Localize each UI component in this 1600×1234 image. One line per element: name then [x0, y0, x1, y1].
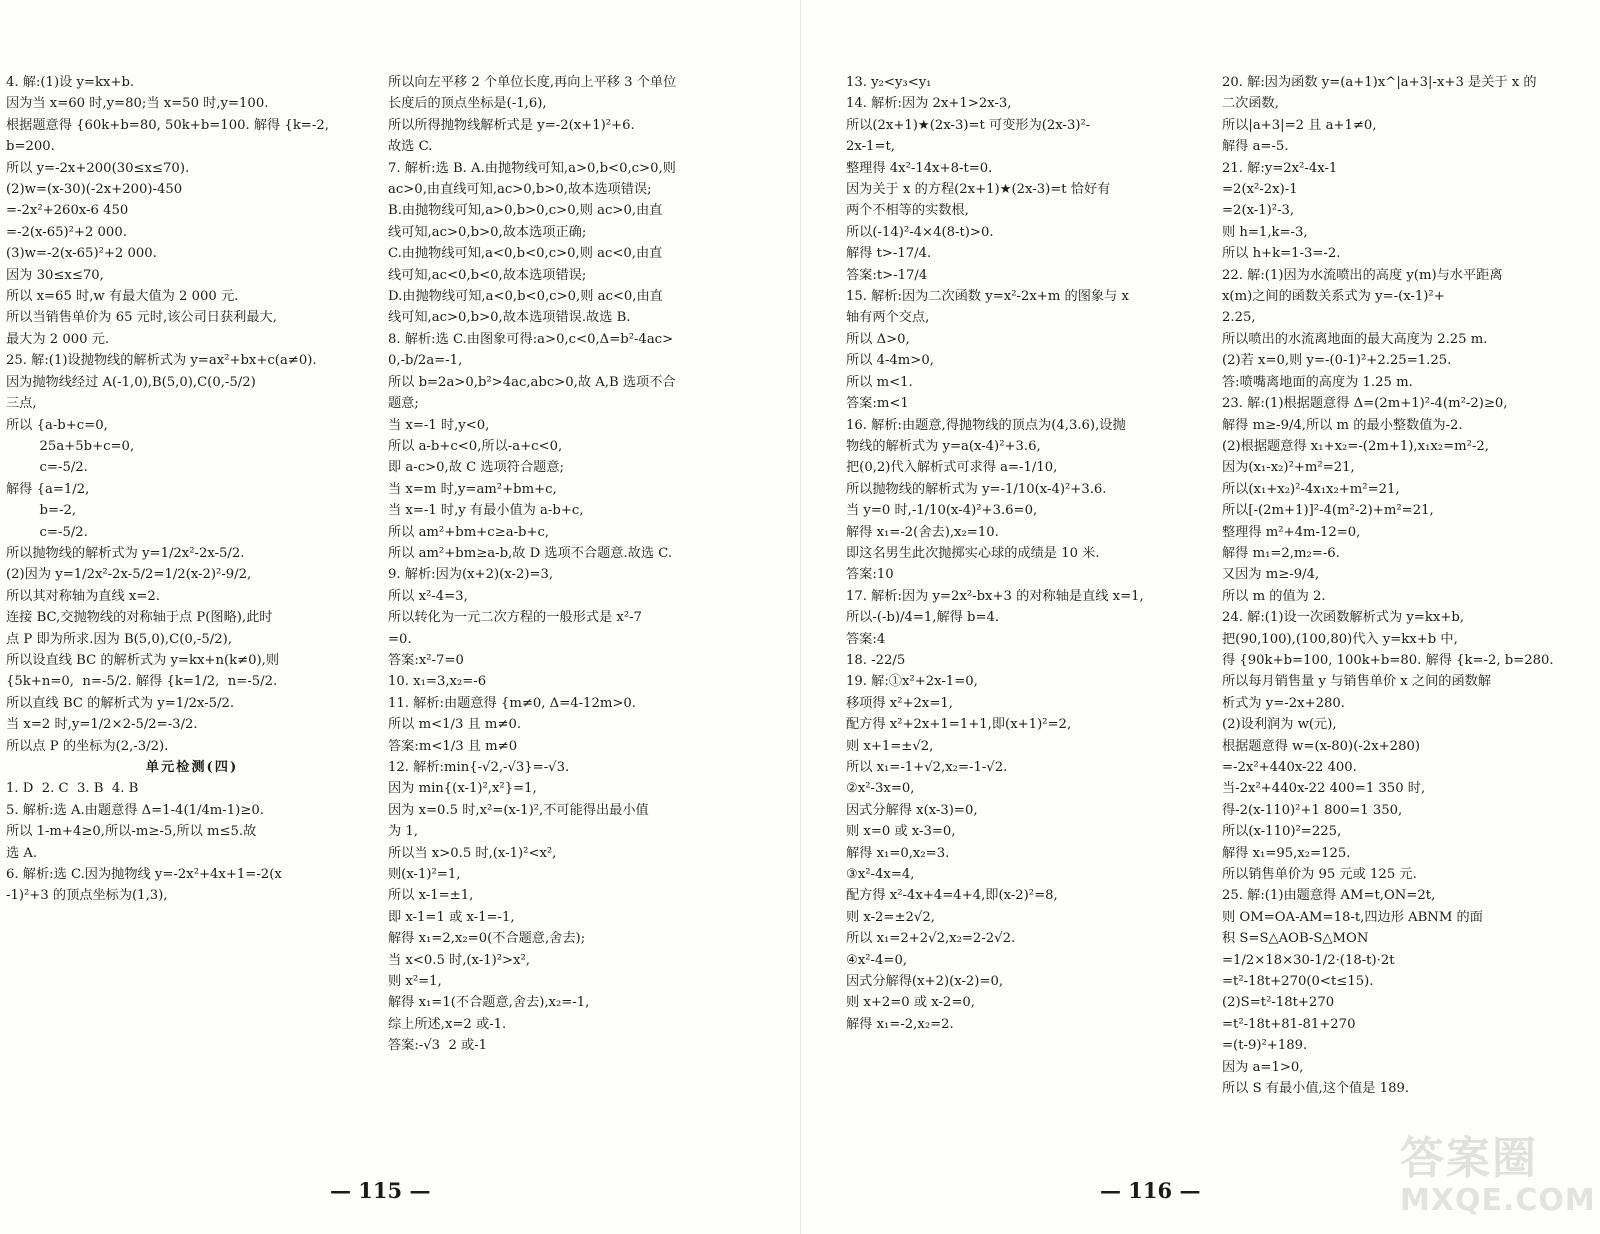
answer-line: 则(x-1)²=1,: [388, 867, 461, 883]
answer-line: 整理得 4x²-14x+8-t=0.: [846, 160, 993, 176]
answer-line: 所以[-(2m+1)]²-4(m²-2)+m²=21,: [1222, 503, 1434, 519]
answer-line: 17. 解析:因为 y=2x²-bx+3 的对称轴是直线 x=1,: [846, 588, 1144, 604]
answer-line: =1/2×18×30-1/2·(18-t)·2t: [1222, 952, 1395, 968]
answer-line: 21. 解:y=2x²-4x-1: [1222, 160, 1338, 176]
answer-line: 所以 x=65 时,w 有最大值为 2 000 元.: [6, 289, 239, 305]
answer-line: 所以每月销售量 y 与销售单价 x 之间的函数解: [1222, 674, 1492, 690]
answer-line: 题意;: [388, 396, 419, 412]
answer-line: 因为 min{(x-1)²,x²}=1,: [388, 781, 537, 797]
watermark-logo: 答案圈: [1400, 1133, 1538, 1184]
answer-line: =2(x²-2x)-1: [1222, 182, 1298, 198]
answer-line: 所以销售单价为 95 元或 125 元.: [1222, 867, 1417, 883]
answer-line: 当 x<0.5 时,(x-1)²>x²,: [388, 952, 531, 968]
answer-line: 解得 x₁=0,x₂=3.: [846, 845, 950, 861]
answer-line: 得 {90k+b=100, 100k+b=80. 解得 {k=-2, b=280.: [1222, 652, 1554, 668]
answer-line: 所以 Δ>0,: [846, 331, 910, 347]
answer-line: 所以转化为一元二次方程的一般形式是 x²-7: [388, 610, 642, 626]
answer-line: 轴有两个交点,: [846, 310, 930, 326]
answer-line: 线可知,ac<0,b<0,故本选项错误;: [388, 267, 587, 283]
answer-line: 当-2x²+440x-22 400=1 350 时,: [1222, 781, 1426, 797]
answer-line: (2)因为 y=1/2x²-2x-5/2=1/2(x-2)²-9/2,: [6, 567, 252, 583]
answer-line: 根据题意得 {60k+b=80, 50k+b=100. 解得 {k=-2, b=200.: [6, 117, 334, 155]
page-number-right: — 116 —: [1100, 1178, 1201, 1203]
answer-line: 则 x-2=±2√2,: [846, 909, 935, 925]
answer-line: 线可知,ac>0,b>0,故本选项正确;: [388, 224, 587, 240]
answer-line: =t²-18t+81-81+270: [1222, 1016, 1356, 1032]
answer-line: 所以-(-b)/4=1,解得 b=4.: [846, 610, 1000, 626]
answer-line: 为 1,: [388, 824, 418, 840]
answer-line: 当 x=-1 时,y<0,: [388, 417, 490, 433]
answer-line: 因为 a=1>0,: [1222, 1059, 1304, 1075]
answer-line: 4. 解:(1)设 y=kx+b.: [6, 75, 135, 90]
answer-line: 把(90,100),(100,80)代入 y=kx+b 中,: [1222, 631, 1458, 647]
answer-line: 所以向左平移 2 个单位长度,再向上平移 3 个单位: [388, 75, 677, 90]
answer-line: (2)根据题意得 x₁+x₂=-(2m+1),x₁x₂=m²-2,: [1222, 438, 1489, 454]
answer-line: (2)w=(x-30)(-2x+200)-450: [6, 182, 183, 198]
answer-line: 因为当 x=60 时,y=80;当 x=50 时,y=100.: [6, 96, 269, 112]
answer-line: ③x²-4x=4,: [846, 867, 915, 883]
answer-line: 因为 x=0.5 时,x²=(x-1)²,不可能得出最小值: [388, 802, 649, 818]
answer-line: 整理得 m²+4m-12=0,: [1222, 524, 1361, 540]
answer-line: 所以 m<1.: [846, 374, 913, 390]
answer-line: 即 a-c>0,故 C 选项符合题意;: [388, 460, 564, 476]
answer-line: 线可知,ac>0,b>0,故本选项错误.故选 B.: [388, 310, 631, 326]
answer-line: 2x-1=t,: [846, 139, 895, 155]
answer-line: 答案:t>-17/4: [846, 267, 928, 283]
answer-line: 19. 解:①x²+2x-1=0,: [846, 674, 978, 690]
answer-line: 所以 m<1/3 且 m≠0.: [388, 717, 522, 733]
watermark-url: MXQE.COM: [1400, 1183, 1596, 1218]
answer-line: 解得 m₁=2,m₂=-6.: [1222, 545, 1340, 561]
answer-line: 6. 解析:选 C.因为抛物线 y=-2x²+4x+1=-2(x: [6, 867, 282, 883]
answer-line: 5. 解析:选 A.由题意得 Δ=1-4(1/4m-1)≥0.: [6, 802, 264, 818]
answer-line: 析式为 y=-2x+280.: [1222, 695, 1345, 711]
answer-line: ④x²-4=0,: [846, 952, 908, 968]
answer-line: 当 y=0 时,-1/10(x-4)²+3.6=0,: [846, 503, 1038, 519]
answer-line: 解得 m≥-9/4,所以 m 的最小整数值为-2.: [1222, 417, 1463, 433]
answer-line: 当 x=-1 时,y 有最小值为 a-b+c,: [388, 503, 584, 519]
answer-line: 14. 解析:因为 2x+1>2x-3,: [846, 96, 1012, 112]
answer-line: 三点,: [6, 396, 37, 412]
answer-line: 所以 1-m+4≥0,所以-m≥-5,所以 m≤5.故: [6, 824, 257, 840]
answer-line: 又因为 m≥-9/4,: [1222, 567, 1320, 583]
answer-line: 所以 S 有最小值,这个值是 189.: [1222, 1081, 1410, 1097]
answer-line: 答案:x²-7=0: [388, 652, 464, 668]
answer-line: 20. 解:因为函数 y=(a+1)x^|a+3|-x+3 是关于 x 的: [1222, 75, 1537, 90]
answer-line: 则 x²=1,: [388, 974, 442, 990]
answer-line: 配方得 x²+2x+1=1+1,即(x+1)²=2,: [846, 717, 1072, 733]
answer-line: 最大为 2 000 元.: [6, 331, 110, 347]
answer-column-2: [388, 72, 760, 1057]
answer-line: =t²-18t+270(0<t≤15).: [1222, 974, 1374, 990]
answer-line: 所以 {a-b+c=0,: [6, 417, 108, 433]
answer-line: 答案:10: [846, 567, 894, 583]
answer-line: 连接 BC,交抛物线的对称轴于点 P(图略),此时: [6, 610, 273, 626]
answer-line: 所以|a+3|=2 且 a+1≠0,: [1222, 117, 1377, 133]
answer-line: 11. 解析:由题意得 {m≠0, Δ=4-12m>0.: [388, 695, 636, 711]
answer-line: 解得 x₁=1(不合题意,舍去),x₂=-1,: [388, 995, 590, 1011]
answer-line: 即 x-1=1 或 x-1=-1,: [388, 909, 515, 925]
answer-line: C.由抛物线可知,a<0,b<0,c>0,则 ac<0,由直: [388, 246, 663, 262]
answer-line: 10. x₁=3,x₂=-6: [388, 674, 487, 690]
page-number-left: — 115 —: [330, 1178, 431, 1203]
answer-line: 因式分解得 x(x-3)=0,: [846, 802, 978, 818]
answer-line: 移项得 x²+2x=1,: [846, 695, 953, 711]
answer-line: =-2x²+260x-6 450: [6, 203, 129, 219]
answer-line: 所以抛物线的解析式为 y=-1/10(x-4)²+3.6.: [846, 481, 1107, 497]
answer-line: 故选 C.: [388, 139, 433, 155]
answer-line: 所以其对称轴为直线 x=2.: [6, 588, 160, 604]
answer-line: (2)S=t²-18t+270: [1222, 995, 1335, 1011]
answer-line: 解得 x₁=-2,x₂=2.: [846, 1016, 954, 1032]
answer-line: 所以 h+k=1-3=-2.: [1222, 246, 1341, 262]
answer-line: (2)若 x=0,则 y=-(0-1)²+2.25=1.25.: [1222, 353, 1452, 369]
answer-line: 答案:4: [846, 631, 886, 647]
answer-line: 所以 am²+bm≥a-b,故 D 选项不合题意.故选 C.: [388, 545, 673, 561]
answer-line: 因式分解得(x+2)(x-2)=0,: [846, 974, 1004, 990]
answer-line: c=-5/2.: [6, 524, 88, 540]
answer-line: 0,-b/2a=-1,: [388, 353, 463, 369]
answer-line: 25. 解:(1)由题意得 AM=t,ON=2t,: [1222, 888, 1436, 904]
answer-line: 所以所得抛物线解析式是 y=-2(x+1)²+6.: [388, 117, 635, 133]
answer-line: 1. D 2. C 3. B 4. B: [6, 781, 139, 797]
answer-line: B.由抛物线可知,a>0,b>0,c>0,则 ac>0,由直: [388, 203, 663, 219]
answer-line: 则 x+1=±√2,: [846, 738, 934, 754]
answer-line: 当 x=2 时,y=1/2×2-5/2=-3/2.: [6, 717, 198, 733]
answer-line: 得-2(x-110)²+1 800=1 350,: [1222, 802, 1403, 818]
answer-line: 则 x=0 或 x-3=0,: [846, 824, 956, 840]
answer-line: D.由抛物线可知,a<0,b<0,c>0,则 ac<0,由直: [388, 289, 663, 305]
answer-line: 13. y₂<y₃<y₁: [846, 75, 932, 90]
answer-line: 解得 t>-17/4.: [846, 246, 932, 262]
answer-line: 16. 解析:由题意,得抛物线的顶点为(4,3.6),设抛: [846, 417, 1126, 433]
answer-line: 即这名男生此次抛掷实心球的成绩是 10 米.: [846, 545, 1100, 561]
answer-line: 综上所述,x=2 或-1.: [388, 1016, 507, 1032]
answer-line: 所以 y=-2x+200(30≤x≤70).: [6, 160, 190, 176]
answer-line: 所以 x₁=-1+√2,x₂=-1-√2.: [846, 760, 1008, 775]
answer-line: 两个不相等的实数根,: [846, 203, 969, 219]
answer-line: 点 P 即为所求.因为 B(5,0),C(0,-5/2),: [6, 631, 232, 647]
answer-line: 长度后的顶点坐标是(-1,6),: [388, 96, 547, 112]
answer-line: -1)²+3 的顶点坐标为(1,3),: [6, 888, 168, 904]
answer-line: 22. 解:(1)因为水流喷出的高度 y(m)与水平距离: [1222, 267, 1503, 283]
answer-line: 二次函数,: [1222, 96, 1279, 112]
answer-line: 所以当 x>0.5 时,(x-1)²<x²,: [388, 845, 557, 861]
answer-line: 23. 解:(1)根据题意得 Δ=(2m+1)²-4(m²-2)≥0,: [1222, 396, 1508, 412]
answer-line: 所以直线 BC 的解析式为 y=1/2x-5/2.: [6, 695, 235, 711]
answer-line: 25. 解:(1)设抛物线的解析式为 y=ax²+bx+c(a≠0).: [6, 353, 317, 369]
answer-line: 所以点 P 的坐标为(2,-3/2).: [6, 738, 169, 754]
answer-line: 把(0,2)代入解析式可求得 a=-1/10,: [846, 460, 1058, 476]
answer-line: 所以 x₁=2+2√2,x₂=2-2√2.: [846, 931, 1016, 947]
answer-line: 选 A.: [6, 845, 38, 861]
answer-line: 解得 a=-5.: [1222, 139, 1289, 155]
answer-line: 解得 x₁=95,x₂=125.: [1222, 845, 1351, 861]
answer-line: 物线的解析式为 y=a(x-4)²+3.6,: [846, 438, 1041, 454]
answer-line: 所以 4-4m>0,: [846, 353, 934, 369]
answer-line: 12. 解析:min{-√2,-√3}=-√3.: [388, 760, 570, 775]
answer-line: 答案:m<1: [846, 396, 909, 412]
answer-line: 解得 x₁=2,x₂=0(不合题意,舍去);: [388, 931, 586, 947]
answer-line: 所以抛物线的解析式为 y=1/2x²-2x-5/2.: [6, 545, 245, 561]
answer-line: 所以(-14)²-4×4(8-t)>0.: [846, 224, 994, 240]
answer-line: =-2(x-65)²+2 000.: [6, 224, 127, 240]
answer-line: 当 x=m 时,y=am²+bm+c,: [388, 481, 557, 497]
answer-line: 所以设直线 BC 的解析式为 y=kx+n(k≠0),则: [6, 652, 280, 668]
answer-column-4: [1222, 72, 1594, 1100]
answer-line: 积 S=S△AOB-S△MON: [1222, 931, 1369, 947]
answer-line: 因为(x₁-x₂)²+m²=21,: [1222, 460, 1355, 476]
answer-line: (3)w=-2(x-65)²+2 000.: [6, 246, 157, 262]
answer-line: x(m)之间的函数关系式为 y=-(x-1)²+: [1222, 289, 1445, 305]
answer-line: 根据题意得 w=(x-80)(-2x+280): [1222, 738, 1420, 754]
answer-line: 15. 解析:因为二次函数 y=x²-2x+m 的图象与 x: [846, 289, 1129, 305]
answer-line: 则 h=1,k=-3,: [1222, 224, 1308, 240]
answer-line: =-2x²+440x-22 400.: [1222, 760, 1357, 775]
answer-line: 解得 {a=1/2,: [6, 481, 90, 497]
answer-line: 所以 b=2a>0,b²>4ac,abc>0,故 A,B 选项不合: [388, 374, 676, 390]
answer-line: 所以当销售单价为 65 元时,该公司日获利最大,: [6, 310, 277, 326]
answer-line: 8. 解析:选 C.由图象可得:a>0,c<0,Δ=b²-4ac>: [388, 331, 674, 347]
answer-line: 所以 x-1=±1,: [388, 888, 474, 904]
answer-line: 所以(x-110)²=225,: [1222, 824, 1342, 840]
answer-line: 答案:m<1/3 且 m≠0: [388, 738, 518, 754]
answer-line: 因为关于 x 的方程(2x+1)★(2x-3)=t 恰好有: [846, 182, 1111, 198]
answer-line: 所以 x²-4=3,: [388, 588, 468, 604]
answer-line: 7. 解析:选 B. A.由抛物线可知,a>0,b<0,c>0,则: [388, 160, 676, 176]
watermark: [1400, 1135, 1595, 1227]
answer-line: =2(x-1)²-3,: [1222, 203, 1295, 219]
answer-column-1: [6, 72, 378, 907]
page-gutter: [800, 0, 801, 1234]
answer-line: 单元检测(四): [145, 760, 239, 775]
answer-line: 9. 解析:因为(x+2)(x-2)=3,: [388, 567, 554, 583]
answer-line: =0.: [388, 631, 412, 647]
answer-line: 则 x+2=0 或 x-2=0,: [846, 995, 975, 1011]
answer-line: ac>0,由直线可知,ac>0,b>0,故本选项错误;: [388, 182, 652, 198]
answer-column-3: [846, 72, 1218, 1035]
answer-line: 因为抛物线经过 A(-1,0),B(5,0),C(0,-5/2): [6, 374, 256, 390]
answer-line: 所以(x₁+x₂)²-4x₁x₂+m²=21,: [1222, 481, 1400, 497]
answer-line: 则 OM=OA-AM=18-t,四边形 ABNM 的面: [1222, 909, 1483, 925]
answer-line: 所以喷出的水流离地面的最大高度为 2.25 m.: [1222, 331, 1488, 347]
answer-line: 24. 解:(1)设一次函数解析式为 y=kx+b,: [1222, 610, 1464, 626]
answer-line: c=-5/2.: [6, 460, 88, 476]
answer-line: ②x²-3x=0,: [846, 781, 915, 797]
answer-line: 18. -22/5: [846, 652, 906, 668]
answer-line: 答:喷嘴离地面的高度为 1.25 m.: [1222, 374, 1413, 390]
answer-line: 因为 30≤x≤70,: [6, 267, 104, 283]
answer-line: 配方得 x²-4x+4=4+4,即(x-2)²=8,: [846, 888, 1058, 904]
answer-line: 所以(2x+1)★(2x-3)=t 可变形为(2x-3)²-: [846, 117, 1091, 133]
answer-line: 所以 am²+bm+c≥a-b+c,: [388, 524, 550, 540]
answer-line: 解得 x₁=-2(舍去),x₂=10.: [846, 524, 999, 540]
answer-line: 2.25,: [1222, 310, 1256, 326]
answer-line: 所以 a-b+c<0,所以-a+c<0,: [388, 438, 563, 454]
answer-line: 答案:-√3 2 或-1: [388, 1038, 488, 1054]
answer-line: {5k+n=0, n=-5/2. 解得 {k=1/2, n=-5/2.: [6, 674, 278, 690]
answer-line: 25a+5b+c=0,: [6, 438, 135, 454]
answer-line: b=-2,: [6, 503, 77, 519]
answer-line: =(t-9)²+189.: [1222, 1038, 1308, 1054]
answer-line: (2)设利润为 w(元),: [1222, 717, 1337, 733]
answer-line: 所以 m 的值为 2.: [1222, 588, 1326, 604]
